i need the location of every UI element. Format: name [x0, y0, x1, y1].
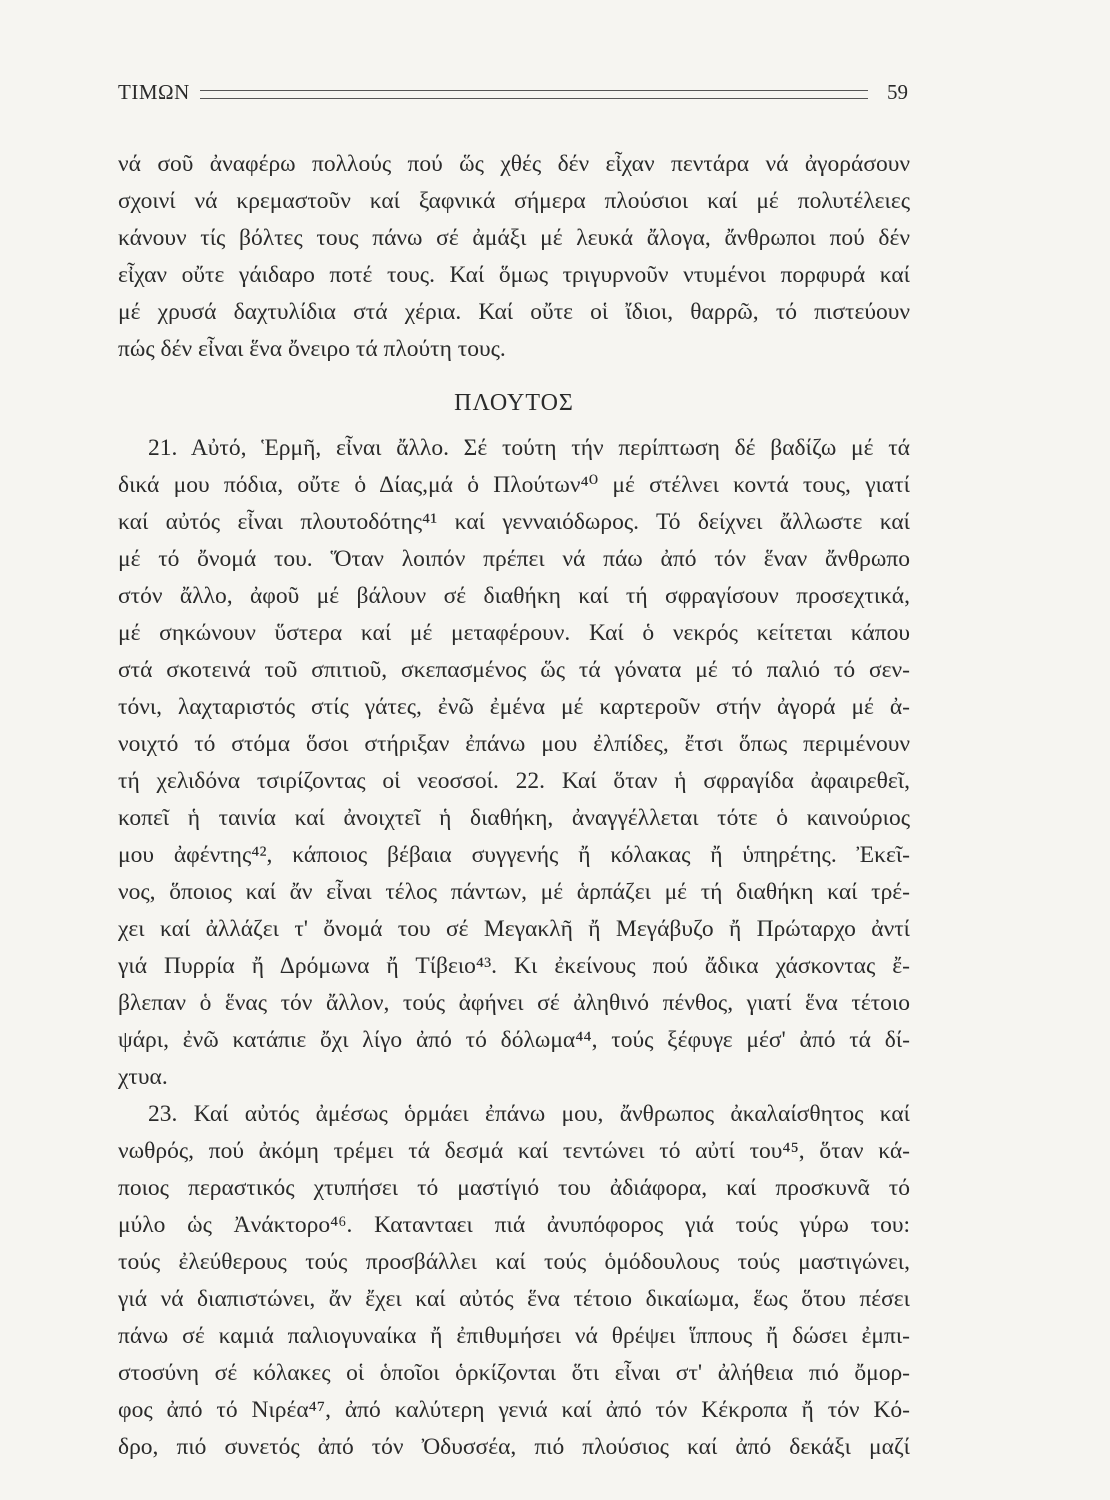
text-line: μέ τό ὄνομά του. Ὅταν λοιπόν πρέπει νά πάω ἀπό τόν ἕναν ἄνθρωπο [118, 546, 910, 572]
text-line: νωθρός, πού ἀκόμη τρέμει τά δεσμά καί τεντώνει τό αὐτί του⁴⁵, ὅταν κά- [118, 1138, 910, 1164]
text-line: πάνω σέ καμιά παλιογυναίκα ἤ ἐπιθυμήσει νά θρέψει ἵππους ἤ δώσει ἐμπι- [118, 1323, 910, 1349]
paragraph-1 [118, 146, 910, 368]
text-line: μέ χρυσά δαχτυλίδια στά χέρια. Καί οὔτε οἱ ἴδιοι, θαρρῶ, τό πιστεύουν [118, 299, 910, 325]
header-rule [200, 90, 868, 99]
text-line: σχοινί νά κρεμαστοῦν καί ξαφνικά σήμερα πλούσιοι καί μέ πολυτέλειες [118, 188, 910, 214]
text-line: γιά νά διαπιστώνει, ἄν ἔχει καί αὐτός ἕνα τέτοιο δικαίωμα, ἕως ὅτου πέσει [118, 1286, 910, 1312]
text-line: τόνι, λαχταριστός στίς γάτες, ἐνῶ ἐμένα μέ καρτεροῦν στήν ἀγορά μέ ἀ- [118, 694, 910, 720]
text-line: γιά Πυρρία ἤ Δρόμωνα ἤ Τίβειο⁴³. Κι ἐκείνους πού ἄδικα χάσκοντας ἔ- [118, 953, 910, 979]
text-line: χει καί ἀλλάζει τ' ὄνομά του σέ Μεγακλῆ ἤ Μεγάβυζο ἤ Πρώταρχο ἀντί [118, 916, 910, 942]
text-line: μέ σηκώνουν ὕστερα καί μέ μεταφέρουν. Καί ὁ νεκρός κείτεται κάπου [118, 620, 910, 646]
text-line: στοσύνη σέ κόλακες οἱ ὁποῖοι ὁρκίζονται ὅτι εἶναι στ' ἀλήθεια πιό ὄμορ- [118, 1360, 910, 1386]
text-line: 23. Καί αὐτός ἀμέσως ὁρμάει ἐπάνω μου, ἄνθρωπος ἀκαλαίσθητος καί [148, 1101, 910, 1127]
text-line: πώς δέν εἶναι ἕνα ὄνειρο τά πλούτη τους. [118, 336, 506, 362]
paragraph-3 [118, 1096, 910, 1466]
text-line: 21. Αὐτό, Ἑρμῆ, εἶναι ἄλλο. Σέ τούτη τήν περίπτωση δέ βαδίζω μέ τά [148, 435, 910, 461]
text-line: τή χελιδόνα τσιρίζοντας οἱ νεοσσοί. 22. Καί ὅταν ἡ σφραγίδα ἀφαιρεθεῖ, [118, 768, 910, 794]
text-line: εἶχαν οὔτε γάιδαρο ποτέ τους. Καί ὅμως τριγυρνοῦν ντυμένοι πορφυρά καί [118, 262, 910, 288]
text-line: μύλο ὡς Ἀνάκτορο⁴⁶. Κατανταει πιά ἀνυπόφορος γιά τούς γύρω του: [118, 1212, 910, 1238]
text-line: νοιχτό τό στόμα ὅσοι στήριξαν ἐπάνω μου ἐλπίδες, ἔτσι ὅπως περιμένουν [118, 731, 910, 757]
text-line: βλεπαν ὁ ἕνας τόν ἄλλον, τούς ἀφήνει σέ ἀληθινό πένθος, γιατί ἕνα τέτοιο [118, 990, 910, 1016]
section-heading: ΠΛΟΥΤΟΣ [454, 390, 574, 416]
text-line: μου ἀφέντης⁴², κάποιος βέβαια συγγενής ἤ κόλακας ἤ ὑπηρέτης. Ἐκεῖ- [118, 842, 910, 868]
text-line: στόν ἄλλο, ἀφοῦ μέ βάλουν σέ διαθήκη καί τή σφραγίσουν προσεχτικά, [118, 583, 910, 609]
text-line: νος, ὅποιος καί ἄν εἶναι τέλος πάντων, μέ ἁρπάζει μέ τή διαθήκη καί τρέ- [118, 879, 910, 905]
text-line: δρο, πιό συνετός ἀπό τόν Ὀδυσσέα, πιό πλούσιος καί ἀπό δεκάξι μαζί [118, 1434, 910, 1460]
running-title: ΤΙΜΩΝ [118, 80, 190, 104]
text-line: νά σοῦ ἀναφέρω πολλούς πού ὥς χθές δέν εἶχαν πεντάρα νά ἀγοράσουν [118, 151, 910, 177]
text-line: στά σκοτεινά τοῦ σπιτιοῦ, σκεπασμένος ὥς τά γόνατα μέ τό παλιό τό σεν- [118, 657, 910, 683]
text-line: κάνουν τίς βόλτες τους πάνω σέ ἀμάξι μέ λευκά ἄλογα, ἄνθρωποι πού δέν [118, 225, 910, 251]
text-line: ψάρι, ἐνῶ κατάπιε ὄχι λίγο ἀπό τό δόλωμα⁴⁴, τούς ξέφυγε μέσ' ἀπό τά δί- [118, 1027, 910, 1053]
page-header [118, 78, 908, 108]
body-text [118, 146, 910, 1466]
text-line: κοπεῖ ἡ ταινία καί ἀνοιχτεῖ ἡ διαθήκη, ἀναγγέλλεται τότε ὁ καινούριος [118, 805, 910, 831]
text-line: δικά μου πόδια, οὔτε ὁ Δίας,μά ὁ Πλούτων⁴⁰ μέ στέλνει κοντά τους, γιατί [118, 472, 910, 498]
text-line: ποιος περαστικός χτυπήσει τό μαστίγιό του ἀδιάφορα, καί προσκυνᾶ τό [118, 1175, 910, 1201]
text-line: φος ἀπό τό Νιρέα⁴⁷, ἀπό καλύτερη γενιά καί ἀπό τόν Κέκροπα ἤ τόν Κό- [118, 1397, 910, 1423]
text-line: τούς ἐλεύθερους τούς προσβάλλει καί τούς ὁμόδουλους τούς μαστιγώνει, [118, 1249, 910, 1275]
text-line: καί αὐτός εἶναι πλουτοδότης⁴¹ καί γενναιόδωρος. Τό δείχνει ἄλλωστε καί [118, 509, 910, 535]
page-number: 59 [887, 80, 908, 104]
text-line: χτυα. [118, 1064, 168, 1090]
paragraph-2 [118, 430, 910, 1096]
